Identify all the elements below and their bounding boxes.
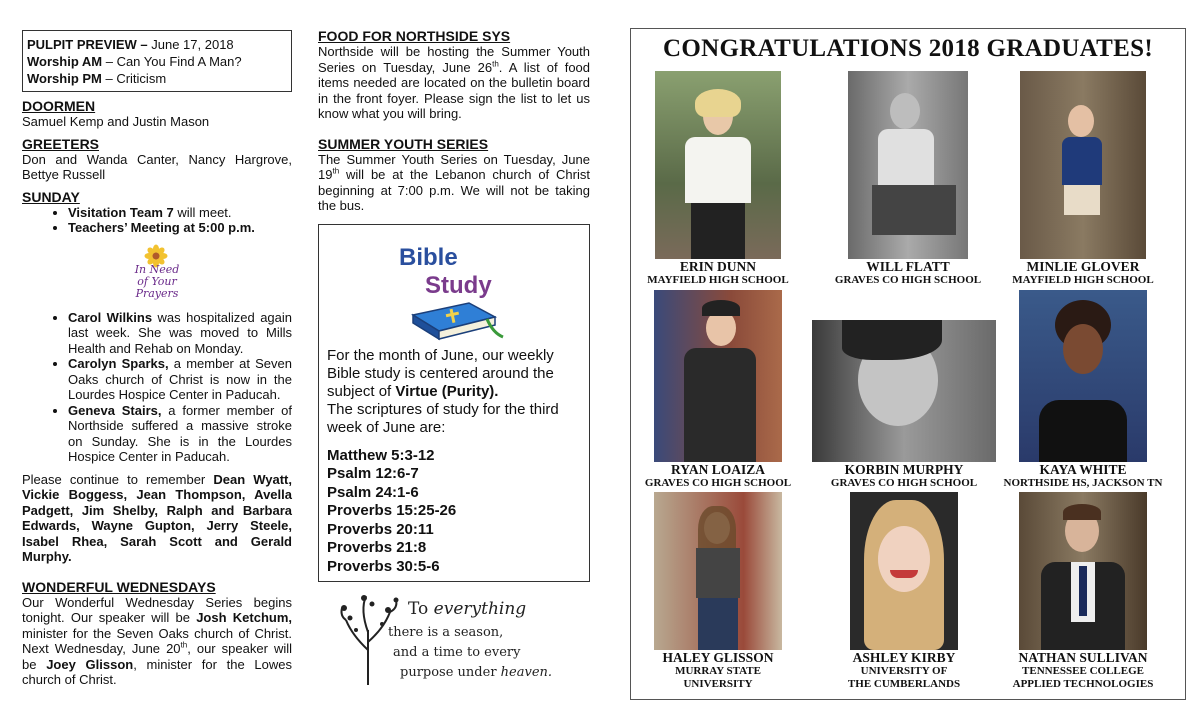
ecclesiastes-quote-graphic	[338, 590, 568, 690]
graduate-photo	[1019, 290, 1147, 462]
graduate-school-line2: THE CUMBERLANDS	[847, 678, 961, 690]
list-item: • Geneva Stairs, a former member of Northside suffered a massive stroke on Sunday. She is in the Lourdes Hospice Center in Paducah.	[68, 403, 292, 465]
svg-text:there is a season,: there is a season,	[388, 625, 504, 640]
pulpit-preview-box	[22, 30, 292, 92]
bible-study-text: For the month of June, our weekly Bible study is centered around the subject of Virtue (Purity). The scriptures of study for the third week of June are:	[327, 346, 559, 436]
graduate-name: NATHAN SULLIVAN	[1018, 650, 1148, 665]
graduate-name: HALEY GLISSON	[662, 650, 774, 665]
list-item: • Carolyn Sparks, a member at Seven Oaks church of Christ is now in the Lourdes Hospice Center in Paducah.	[68, 356, 292, 403]
greeters-text: Don and Wanda Canter, Nancy Hargrove, Bettye Russell	[22, 151, 292, 182]
graduate-school: NORTHSIDE HS, JACKSON TN	[1003, 477, 1163, 489]
worship-pm-label: Worship PM	[27, 71, 102, 86]
graduate-card	[809, 320, 999, 490]
list-item: Matthew 5:3-12	[327, 446, 435, 464]
graduates-panel	[630, 28, 1186, 700]
middle-column	[318, 28, 590, 582]
graduate-school: GRAVES CO HIGH SCHOOL	[644, 477, 792, 489]
graduate-card	[809, 492, 999, 691]
graduate-photo	[848, 71, 968, 259]
sunday-list	[22, 205, 292, 236]
svg-text:and a time to every: and a time to every	[393, 645, 521, 660]
prayers-graphic	[122, 244, 192, 304]
graduate-school: GRAVES CO HIGH SCHOOL	[834, 274, 982, 286]
graduate-name: ASHLEY KIRBY	[852, 650, 956, 665]
logo-text-study: Study	[425, 271, 492, 299]
left-column	[22, 30, 292, 688]
graduate-card	[988, 492, 1178, 691]
graduate-card	[623, 290, 813, 490]
list-item: • Carol Wilkins was hospitalized again last week. She was moved to Mills Health and Rehab on Monday.	[68, 310, 292, 357]
list-item: • Visitation Team 7 will meet.	[68, 205, 292, 221]
graduate-card	[623, 492, 813, 691]
graduate-card	[988, 71, 1178, 287]
youth-heading: SUMMER YOUTH SERIES	[318, 135, 489, 152]
pulpit-date: June 17, 2018	[147, 37, 234, 52]
greeters-heading: GREETERS	[22, 135, 100, 152]
remember-paragraph: Please continue to remember Dean Wyatt, Vickie Boggess, Jean Thompson, Avella Padgett, Jim Shelby, Ralph and Barbara Edwards, Wayne Gupton, Jerry Steele, Isabel Rhea, Sarah Scott and Gerald Murphy.	[22, 471, 292, 564]
wednesdays-heading: WONDERFUL WEDNESDAYS	[22, 578, 216, 595]
graduate-school-line2: APPLIED TECHNOLOGIES	[1012, 678, 1154, 690]
graduate-photo	[655, 71, 781, 259]
graduate-card	[623, 71, 813, 287]
list-item: Psalm 12:6-7	[327, 465, 419, 482]
doormen-heading: DOORMEN	[22, 98, 96, 114]
graduate-school: MAYFIELD HIGH SCHOOL	[647, 274, 789, 286]
graduate-name: KAYA WHITE	[1039, 462, 1127, 477]
list-item: Proverbs 30:5-6	[327, 557, 440, 575]
bible-study-logo	[399, 237, 509, 347]
doormen-text: Samuel Kemp and Justin Mason	[22, 114, 210, 129]
graduate-photo	[1020, 71, 1146, 259]
list-item: Proverbs 15:25-26	[327, 502, 457, 519]
list-item: Psalm 24:1-6	[327, 483, 419, 501]
pulpit-title: PULPIT PREVIEW –	[27, 37, 148, 52]
graduate-card	[988, 290, 1178, 490]
food-text: Northside will be hosting the Summer Youth Series on Tuesday, June 26th. A list of food items needed are located on the bulletin board in the front foyer. Please sign the list to let us know what you will bring.	[318, 44, 591, 121]
graduate-photo	[1019, 492, 1147, 650]
worship-pm-text: – Criticism	[101, 71, 167, 86]
svg-text:purpose under heaven.: purpose under heaven.	[400, 665, 553, 680]
bible-study-box	[318, 224, 590, 582]
graduate-school: MURRAY STATE	[675, 665, 761, 677]
graduate-school: TENNESSEE COLLEGE	[1022, 665, 1144, 677]
graduates-title: CONGRATULATIONS 2018 GRADUATES!	[663, 35, 1153, 62]
verse-list	[327, 447, 456, 577]
sunday-heading: SUNDAY	[22, 188, 80, 205]
prayer-list	[22, 310, 292, 465]
graduate-name: ERIN DUNN	[679, 259, 757, 274]
list-item: Proverbs 20:11	[327, 520, 434, 538]
graduate-name: KORBIN MURPHY	[844, 462, 964, 477]
wednesdays-text: Our Wonderful Wednesday Series begins tonight. Our speaker will be Josh Ketchum, minister for the Seven Oaks church of Christ. Next Wednesday, June 20th, our speaker will be Joey Glisson, minister for the Lowes church of Christ.	[22, 594, 293, 687]
graduate-photo	[654, 290, 782, 462]
list-item: • Teachers’ Meeting at 5:00 p.m.	[68, 220, 292, 236]
graduate-school: MAYFIELD HIGH SCHOOL	[1012, 274, 1154, 286]
bible-book-icon	[413, 303, 503, 339]
list-item: Proverbs 21:8	[327, 539, 427, 556]
worship-am-label: Worship AM	[27, 54, 103, 69]
graduate-name: RYAN LOAIZA	[671, 462, 765, 477]
graduate-school: UNIVERSITY OF	[860, 665, 948, 677]
graduate-photo	[850, 492, 958, 650]
prayers-text: In Need of Your Prayers	[134, 262, 180, 300]
graduate-photo	[654, 492, 782, 650]
svg-text:To everything: To everything	[408, 599, 527, 619]
logo-text-bible: Bible	[399, 243, 458, 271]
graduate-photo	[812, 320, 996, 462]
graduate-school: GRAVES CO HIGH SCHOOL	[830, 477, 978, 489]
graduate-school-line2: UNIVERSITY	[683, 678, 753, 690]
graduate-card	[813, 71, 1003, 287]
graduate-name: WILL FLATT	[866, 259, 950, 274]
graduate-name: MINLIE GLOVER	[1026, 259, 1140, 274]
worship-am-text: – Can You Find A Man?	[102, 54, 242, 69]
food-heading: FOOD FOR NORTHSIDE SYS	[318, 28, 511, 44]
youth-text: The Summer Youth Series on Tuesday, June 19th will be at the Lebanon church of Christ beginning at 7:00 p.m. We will not be taking the bus.	[318, 151, 590, 213]
